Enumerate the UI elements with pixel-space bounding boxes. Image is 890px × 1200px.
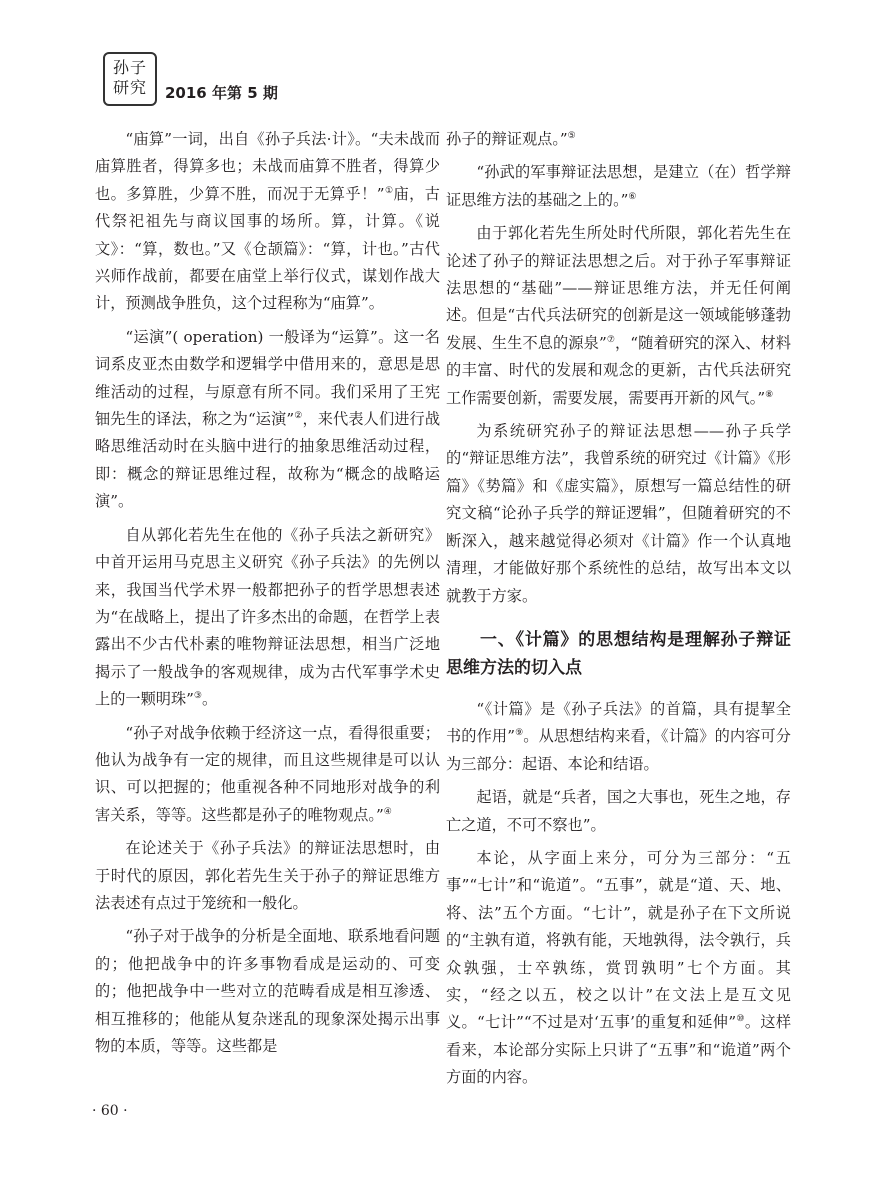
paragraph: “孙子对于战争的分析是全面地、联系地看问题的；他把战争中的许多事物看成是运动的、可变的；他把战争中一些对立的范畴看成是相互渗透、相互推移的；他能从复杂迷乱的现象深处揭示出事物的本质，等等。这些都是	[95, 927, 440, 1055]
page-number: · 60 ·	[92, 1103, 128, 1119]
paragraph: “庙算”一词，出自《孙子兵法·计》。“夫未战而庙算胜者，得算多也；未战而庙算不胜者，得算少也。多算胜，少算不胜，而况于无算乎！”①庙，古代祭祀祖先与商议国事的场所。算，计算。《说文》：“算，数也。”又《仓颉篇》：“算，计也。”古代兴师作战前，都要在庙堂上举行仪式，谋划作战大计，预测战争胜负，这个过程称为“庙算”。	[95, 130, 440, 313]
right-column	[446, 126, 791, 1098]
paragraph: 为系统研究孙子的辩证法思想——孙子兵学的“辩证思维方法”，我曾系统的研究过《计篇》《形篇》《势篇》和《虚实篇》，原想写一篇总结性的研究文稿“论孙子兵学的辩证逻辑”，但随着研究的不断深入，越来越觉得必须对《计篇》作一个认真地清理，才能做好那个系统性的总结，故写出本文以就教于方家。	[446, 422, 791, 605]
paragraph: 孙子的辩证观点。”⑤	[446, 130, 576, 148]
paragraph: “运演”( operation) 一般译为“运算”。这一名词系皮亚杰由数学和逻辑学中借用来的，意思是思维活动的过程，与原意有所不同。我们采用了王宪钿先生的译法，称之为“运演”②，来代表人们进行战略思维活动时在头脑中进行的抽象思维活动过程，即：概念的辩证思维过程，故称为“概念的战略运演”。	[95, 327, 441, 511]
footnote-ref[interactable]: ①	[384, 185, 394, 196]
paragraph: “《计篇》是《孙子兵法》的首篇，具有提挈全书的作用”⑨。从思想结构来看，《计篇》的内容可分为三部分：起语、本论和结语。	[446, 699, 791, 773]
paragraph: 在论述关于《孙子兵法》的辩证法思想时，由于时代的原因，郭化若先生关于孙子的辩证思维方法表述有点过于笼统和一般化。	[95, 839, 440, 912]
footnote-ref[interactable]: ⑦	[606, 334, 616, 345]
footnote-ref[interactable]: ⑤	[567, 130, 576, 141]
journal-logo-text: 孙子研究	[112, 58, 147, 97]
paragraph: “孙子对战争依赖于经济这一点，看得很重要；他认为战争有一定的规律，而且这些规律是可以认识、可以把握的；他重视各种不同地形对战争的利害关系，等等。这些都是孙子的唯物观点。”④	[95, 723, 440, 824]
section-heading: 一、《计篇》的思想结构是理解孙子辩证思维方法的切入点	[446, 629, 791, 678]
page-header	[95, 48, 795, 108]
footnote-ref[interactable]: ⑨	[514, 728, 524, 739]
left-column	[95, 126, 440, 1066]
footnote-ref[interactable]: ⑧	[765, 389, 774, 400]
paragraph: 由于郭化若先生所处时代所限，郭化若先生在论述了孙子的辩证法思想之后。对于孙子军事辩证法思想的“基础”——辩证思维方法，并无任何阐述。但是“古代兵法研究的创新是这一领域能够蓬勃发展、生生不息的源泉”⑦，“随着研究的深入、材料的丰富、时代的发展和观念的更新，古代兵法研究工作需要创新，需要发展，需要再开新的风气。”⑧	[446, 224, 792, 407]
paragraph: 本论，从字面上来分，可分为三部分：“五事”“七计”和“诡道”。“五事”，就是“道、天、地、将、法”五个方面。“七计”，就是孙子在下文所说的“主孰有道，将孰有能，天地孰得，法令孰行，兵众孰强，士卒孰练，赏罚孰明”七个方面。其实，“经之以五，校之以计”在文法上是互文见义。“七计”“不过是对‘五事’的重复和延伸”⑩。这样看来，本论部分实际上只讲了“五事”和“诡道”两个方面的内容。	[446, 848, 792, 1087]
footnote-ref[interactable]: ⑩	[736, 1014, 745, 1025]
paragraph: “孙武的军事辩证法思想，是建立（在）哲学辩证思维方法的基础之上的。”⑥	[446, 163, 791, 209]
footnote-ref[interactable]: ③	[193, 691, 202, 702]
paragraph: 自从郭化若先生在他的《孙子兵法之新研究》中首开运用马克思主义研究《孙子兵法》的先例以来，我国当代学术界一般都把孙子的哲学思想表述为“在战略上，提出了许多杰出的命题，在哲学上表露出不少古代朴素的唯物辩证法思想，相当广泛地揭示了一般战争的客观规律，成为古代军事学术史上的一颗明珠”③。	[95, 525, 440, 709]
paragraph: 起语，就是“兵者，国之大事也，死生之地，存亡之道，不可不察也”。	[446, 788, 791, 834]
footnote-ref[interactable]: ②	[294, 411, 303, 421]
footnote-ref[interactable]: ④	[383, 806, 392, 817]
issue-label: 2016 年第 5 期	[165, 84, 278, 102]
journal-logo	[103, 52, 157, 106]
footnote-ref[interactable]: ⑥	[628, 191, 637, 202]
